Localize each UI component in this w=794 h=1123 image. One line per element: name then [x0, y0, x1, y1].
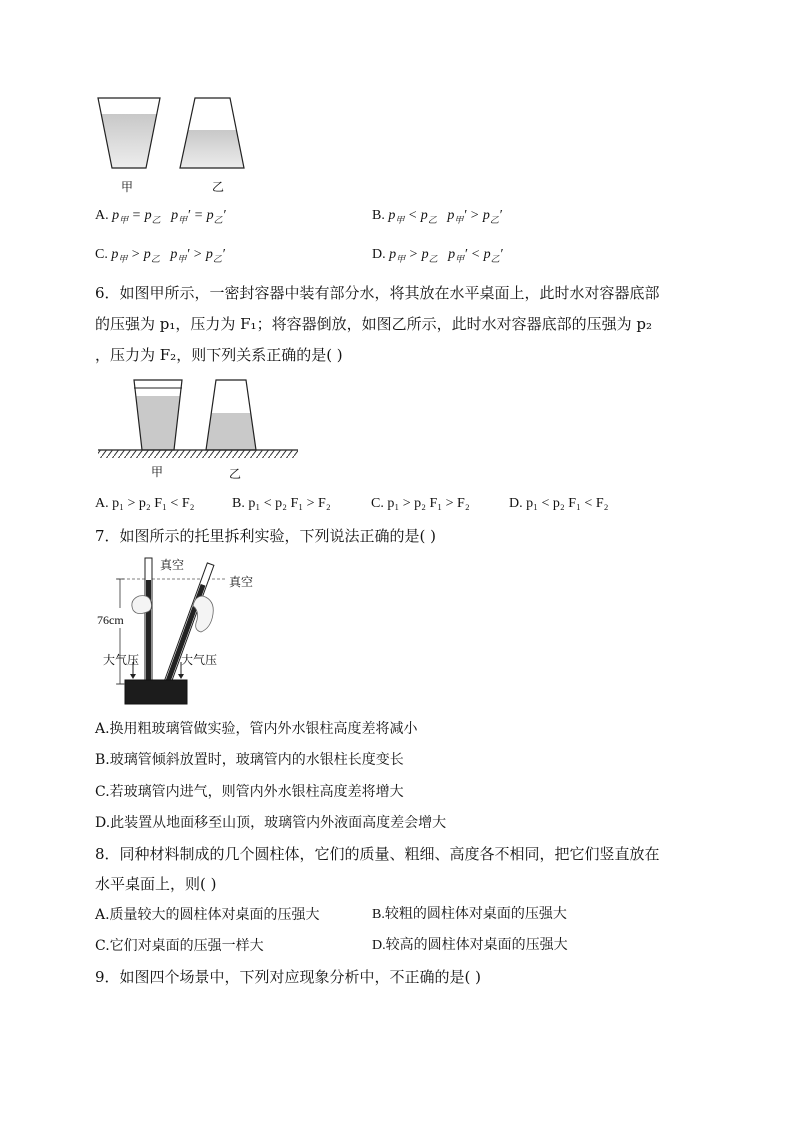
q6-table-surface [98, 450, 298, 458]
q5-option-c: C. $p_甲 > p_乙$ $p_甲' > p_乙'$ [95, 247, 225, 264]
q8-stem-line2: 水平桌面上，则( ) [95, 875, 217, 893]
q8-option-a: A.质量较大的圆柱体对桌面的压强大 [95, 907, 320, 923]
q7-label-atm-left: 大气压 [103, 653, 140, 667]
q8-option-b: B.较粗的圆柱体对桌面的压强大 [372, 907, 567, 922]
q5-option-d: D. $p_甲 > p_乙$ $p_甲' < p_乙'$ [372, 247, 503, 264]
q7-label-vacuum-right: 真空 [229, 575, 254, 589]
q7-option-c: C.若玻璃管内进气，则管内外水银柱高度差将增大 [95, 784, 404, 800]
mercury-dish [125, 680, 187, 704]
q8-stem-line1: 8．同种材料制成的几个圆柱体，它们的质量、粗细、高度各不相同，把它们竖直放在 [95, 845, 660, 863]
q6-stem-line3: ，压力为 F₂，则下列关系正确的是( ) [95, 346, 343, 364]
left-hand-icon [132, 596, 152, 614]
q7-option-b: B.玻璃管倾斜放置时，玻璃管内的水银柱长度变长 [95, 752, 404, 768]
q6-option-c: C. p₁ > p₂ F₁ > F₂ [371, 496, 470, 511]
q8-option-d: D.较高的圆柱体对桌面的压强大 [372, 938, 568, 953]
q5-figure [90, 92, 260, 182]
q5-option-b: B. $p_甲 < p_乙$ $p_甲' > p_乙'$ [372, 208, 502, 225]
q6-figure [96, 376, 301, 466]
q6-stem-line1: 6．如图甲所示，一密封容器中装有部分水，将其放在水平桌面上，此时水对容器底部 [95, 284, 660, 302]
q7-option-a: A.换用粗玻璃管做实验，管内外水银柱高度差将减小 [95, 721, 418, 737]
q7-label-height: 76cm [97, 613, 124, 627]
q6-option-d: D. p₁ < p₂ F₁ < F₂ [509, 496, 609, 511]
q6-label-yi: 乙 [229, 467, 242, 481]
q6-label-jia: 甲 [151, 465, 164, 479]
q5-label-yi: 乙 [212, 180, 225, 194]
q7-label-atm-right: 大气压 [181, 653, 218, 667]
q5-option-a: A. $p_甲 = p_乙$ $p_甲' = p_乙'$ [95, 208, 226, 225]
q7-label-vacuum-left: 真空 [160, 558, 185, 572]
q8-option-c: C.它们对桌面的压强一样大 [95, 938, 264, 954]
q7-option-d: D.此装置从地面移至山顶，玻璃管内外液面高度差会增大 [95, 815, 447, 831]
q6-option-a: A. p₁ > p₂ F₁ < F₂ [95, 496, 195, 511]
q7-stem: 7．如图所示的托里拆利实验，下列说法正确的是( ) [95, 527, 437, 545]
q9-stem: 9．如图四个场景中，下列对应现象分析中，不正确的是( ) [95, 968, 482, 986]
q5-label-jia: 甲 [121, 180, 134, 194]
q6-stem-line2: 的压强为 p₁，压力为 F₁；将容器倒放，如图乙所示，此时水对容器底部的压强为 p₂ [95, 315, 652, 333]
q6-option-b: B. p₁ < p₂ F₁ > F₂ [232, 496, 331, 511]
